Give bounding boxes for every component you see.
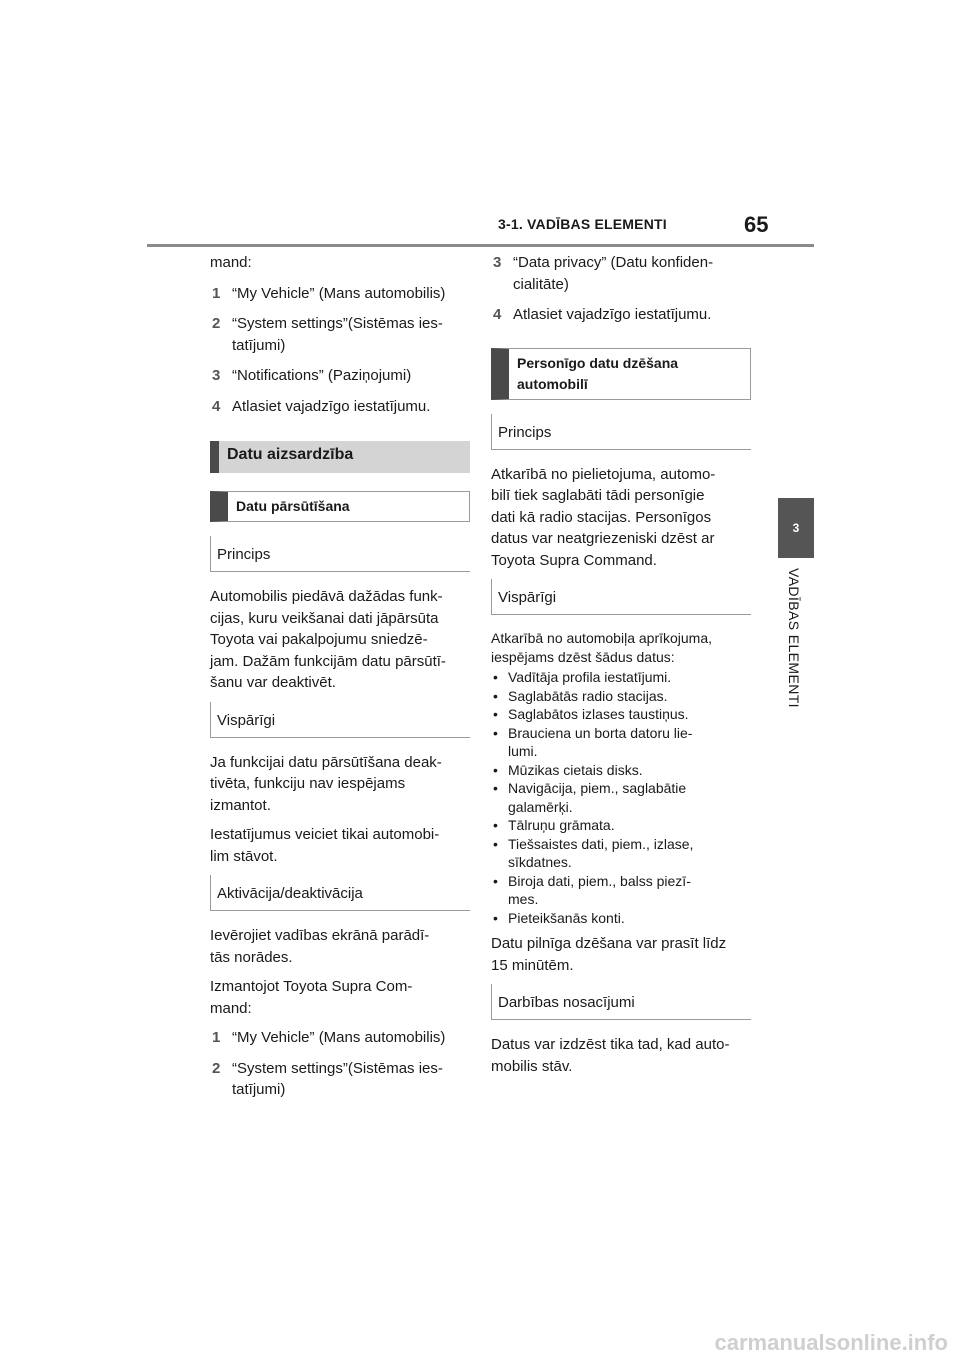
left-column bbox=[210, 252, 470, 1110]
heading-data-protection: Datu aizsardzība bbox=[210, 441, 470, 473]
deletable-data-list bbox=[491, 668, 751, 927]
conditions-text: Datus var izdzēst tika tad, kad auto- mobilis stāv. bbox=[491, 1036, 730, 1075]
principle-text: Automobilis piedāvā dažādas funk- cijas, kuru veikšanai dati jāpārsūta Toyota vai pakalpojumu sniedzē- jam. Dažām funkcijām datu pārsūtī- šanu var deaktivēt. bbox=[210, 588, 446, 691]
heading-data-transfer: Datu pārsūtīšana bbox=[210, 491, 470, 522]
list-item: • Biroja dati, piem., balss piezī- mes. bbox=[491, 872, 751, 909]
step-item: 2 “System settings”(Sistēmas ies- tatījumi) bbox=[212, 1059, 443, 1098]
subheading-activation: Aktivācija/deaktivācija bbox=[210, 875, 470, 911]
page-number: 65 bbox=[744, 212, 769, 237]
list-item: • Saglabātos izlases taustiņus. bbox=[491, 705, 751, 724]
list-item: • Saglabātās radio stacijas. bbox=[491, 687, 751, 706]
step-item: 3 “Data privacy” (Datu konfiden- cialitāte) bbox=[493, 254, 714, 293]
header-divider bbox=[147, 244, 814, 247]
steps-list-b bbox=[210, 1027, 470, 1101]
deletion-time-text: Datu pilnīga dzēšana var prasīt līdz 15 minūtēm. bbox=[491, 935, 727, 974]
intro-text: mand: bbox=[210, 254, 252, 271]
chapter-tab-label: VADĪBAS ELEMENTI bbox=[786, 568, 802, 708]
step-item: 4 Atlasiet vajadzīgo iestatījumu. bbox=[212, 397, 431, 415]
steps-list-c bbox=[491, 252, 751, 326]
step-item: 2 “System settings”(Sistēmas ies- tatījumi) bbox=[212, 315, 443, 354]
step-item: 4 Atlasiet vajadzīgo iestatījumu. bbox=[493, 306, 712, 323]
subheading-general: Vispārīgi bbox=[210, 702, 470, 738]
list-item: • Tiešsaistes dati, piem., izlase, sīkdatnes. bbox=[491, 835, 751, 872]
list-item: • Pieteikšanās konti. bbox=[491, 909, 751, 928]
watermark: carmanualsonline.info bbox=[714, 1330, 948, 1355]
step-item: 1 “My Vehicle” (Mans automobilis) bbox=[212, 1029, 446, 1046]
general-text: Ja funkcijai datu pārsūtīšana deak- tivēta, funkciju nav iespējams izmantot. bbox=[210, 753, 442, 814]
subheading-conditions: Darbības nosacījumi bbox=[491, 984, 751, 1020]
list-item: • Vadītāja profila iestatījumi. bbox=[491, 668, 751, 687]
general-note: Iestatījumus veiciet tikai automobi- lim stāvot. bbox=[210, 826, 440, 865]
section-title: 3-1. VADĪBAS ELEMENTI bbox=[498, 216, 667, 232]
heading-personal-data-deletion: Personīgo datu dzēšana automobilī bbox=[491, 348, 751, 400]
list-item: • Tālruņu grāmata. bbox=[491, 816, 751, 835]
subheading-general: Vispārīgi bbox=[491, 579, 751, 615]
step-item: 1 “My Vehicle” (Mans automobilis) bbox=[212, 284, 446, 302]
command-text: Izmantojot Toyota Supra Com- mand: bbox=[210, 978, 413, 1017]
principle-text: Atkarībā no pielietojuma, automo- bilī tiek saglabāti tādi personīgie dati kā radio stacijas. Personīgos datus var neatgriezeniski dzēst ar Toyota Supra Command. bbox=[491, 465, 716, 569]
subheading-principle: Princips bbox=[210, 536, 470, 572]
right-column bbox=[491, 252, 751, 1085]
chapter-tab[interactable]: 3 bbox=[778, 498, 814, 558]
step-item: 3 “Notifications” (Paziņojumi) bbox=[212, 367, 412, 384]
subheading-principle: Princips bbox=[491, 414, 751, 450]
list-item: • Brauciena un borta datoru lie- lumi. bbox=[491, 724, 751, 761]
list-item: • Mūzikas cietais disks. bbox=[491, 761, 751, 780]
list-item: • Navigācija, piem., saglabātie galamērķi. bbox=[491, 779, 751, 816]
steps-list-a bbox=[210, 283, 470, 418]
general-text: Atkarībā no automobiļa aprīkojuma, iespējams dzēst šādus datus: bbox=[491, 630, 713, 665]
activation-text: Ievērojiet vadības ekrānā parādī- tās norādes. bbox=[210, 927, 430, 966]
